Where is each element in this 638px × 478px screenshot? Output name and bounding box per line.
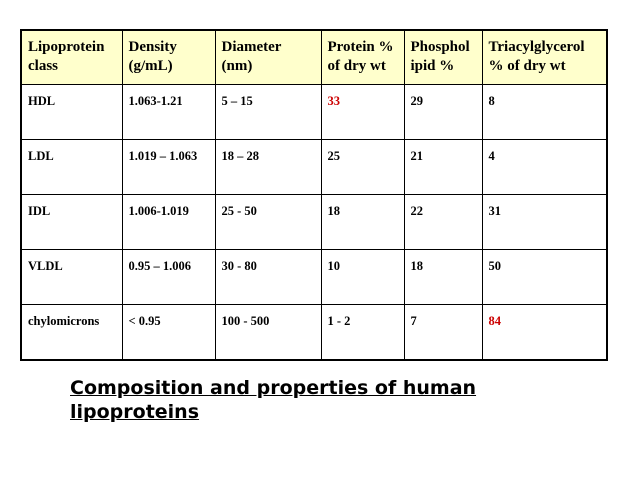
table-cell: VLDL: [21, 250, 122, 305]
table-cell: 18: [321, 195, 404, 250]
table-cell: 1 - 2: [321, 305, 404, 361]
table-cell: 50: [482, 250, 607, 305]
table-cell: 100 - 500: [215, 305, 321, 361]
table-row-hdl: [21, 85, 607, 140]
table-cell: 1.006-1.019: [122, 195, 215, 250]
table-cell: IDL: [21, 195, 122, 250]
table-cell: 10: [321, 250, 404, 305]
header-cell-phospholipid: Phosphol ipid %: [404, 30, 482, 85]
table-cell: 18: [404, 250, 482, 305]
table-cell-highlight: 84: [482, 305, 607, 361]
table-cell: 18 – 28: [215, 140, 321, 195]
header-cell-protein: Protein % of dry wt: [321, 30, 404, 85]
lipoprotein-table: [20, 29, 608, 361]
table-cell: 5 – 15: [215, 85, 321, 140]
table-cell: 25 - 50: [215, 195, 321, 250]
header-row: [21, 30, 607, 85]
header-cell-triacylglycerol: Triacylglycerol % of dry wt: [482, 30, 607, 85]
header-cell-class: Lipoprotein class: [21, 30, 122, 85]
caption-line-2: lipoproteins: [70, 401, 200, 423]
table-cell: < 0.95: [122, 305, 215, 361]
table-cell: 29: [404, 85, 482, 140]
table-cell: chylomicrons: [21, 305, 122, 361]
table-cell-highlight: 33: [321, 85, 404, 140]
table-cell: 1.019 – 1.063: [122, 140, 215, 195]
header-cell-density: Density (g/mL): [122, 30, 215, 85]
table-cell: 7: [404, 305, 482, 361]
table-caption: [70, 376, 570, 424]
table-cell: 8: [482, 85, 607, 140]
caption-line-1: Composition and properties of human: [70, 377, 477, 399]
table-row-ldl: [21, 140, 607, 195]
table-cell: 1.063-1.21: [122, 85, 215, 140]
table-cell: 30 - 80: [215, 250, 321, 305]
header-cell-diameter: Diameter (nm): [215, 30, 321, 85]
table-cell: 22: [404, 195, 482, 250]
table-cell: HDL: [21, 85, 122, 140]
table-row-idl: [21, 195, 607, 250]
table-cell: 0.95 – 1.006: [122, 250, 215, 305]
table-cell: 31: [482, 195, 607, 250]
table-cell: 21: [404, 140, 482, 195]
table-cell: 25: [321, 140, 404, 195]
table-cell: LDL: [21, 140, 122, 195]
table-row-vldl: [21, 250, 607, 305]
table-row-chylomicrons: [21, 305, 607, 361]
table-cell: 4: [482, 140, 607, 195]
